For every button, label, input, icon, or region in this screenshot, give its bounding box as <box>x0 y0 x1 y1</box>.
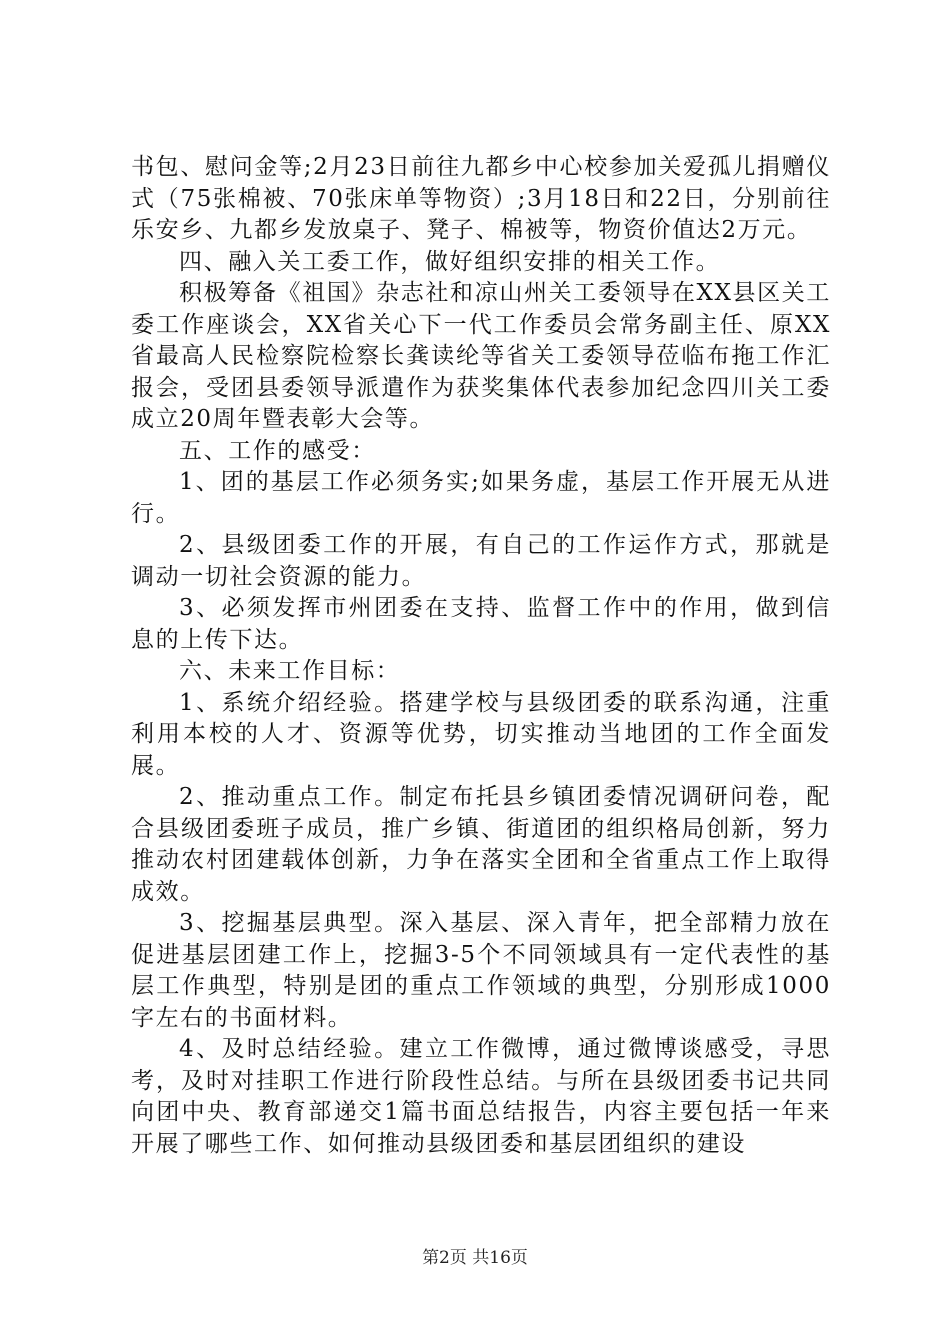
paragraph-section-4: 积极筹备《祖国》杂志社和凉山州关工委领导在XX县区关工委工作座谈会，XX省关心下一代工作委员会常务副主任、原XX省最高人民检察院检察长龚读纶等省关工委领导莅临布拖工作汇报会，受团县委领导派遣作为获奖集体代表参加纪念四川关工委成立20周年暨表彰大会等。 <box>131 280 831 432</box>
paragraph-goal-3: 3、挖掘基层典型。深入基层、深入青年，把全部精力放在促进基层团建工作上，挖掘3-5个不同领域具有一定代表性的基层工作典型，特别是团的重点工作领域的典型，分别形成1000字左右的书面材料。 <box>131 910 831 1031</box>
heading-section-4: 四、融入关工委工作，做好组织安排的相关工作。 <box>179 248 721 275</box>
paragraph-feeling-1: 1、团的基层工作必须务实;如果务虚，基层工作开展无从进行。 <box>131 469 831 527</box>
paragraph-feeling-3: 3、必须发挥市州团委在支持、监督工作中的作用，做到信息的上传下达。 <box>131 595 831 653</box>
paragraph-goal-4: 4、及时总结经验。建立工作微博，通过微博谈感受，寻思考，及时对挂职工作进行阶段性总结。与所在县级团委书记共同向团中央、教育部递交1篇书面总结报告，内容主要包括一年来开展了哪些工作、如何推动县级团委和基层团组织的建设 <box>131 1036 831 1157</box>
body-text <box>131 152 831 1160</box>
heading-section-5: 五、工作的感受： <box>179 437 376 464</box>
heading-section-6: 六、未来工作目标： <box>179 658 401 684</box>
paragraph-goal-1: 1、系统介绍经验。搭建学校与县级团委的联系沟通，注重利用本校的人才、资源等优势，切实推动当地团的工作全面发展。 <box>131 689 831 779</box>
paragraph-continued: 书包、慰问金等;2月23日前往九都乡中心校参加关爱孤儿捐赠仪式（75张棉被、70张床单等物资）;3月18日和22日，分别前往乐安乡、九都乡发放桌子、凳子、棉被等，物资价值达2万元。 <box>131 154 831 243</box>
paragraph-feeling-2: 2、县级团委工作的开展，有自己的工作运作方式，那就是调动一切社会资源的能力。 <box>131 532 831 590</box>
paragraph-goal-2: 2、推动重点工作。制定布托县乡镇团委情况调研问卷，配合县级团委班子成员，推广乡镇、街道团的组织格局创新，努力推动农村团建载体创新，力争在落实全团和全省重点工作上取得成效。 <box>131 784 831 905</box>
page-number-footer: 第2页 共16页 <box>422 1248 528 1268</box>
